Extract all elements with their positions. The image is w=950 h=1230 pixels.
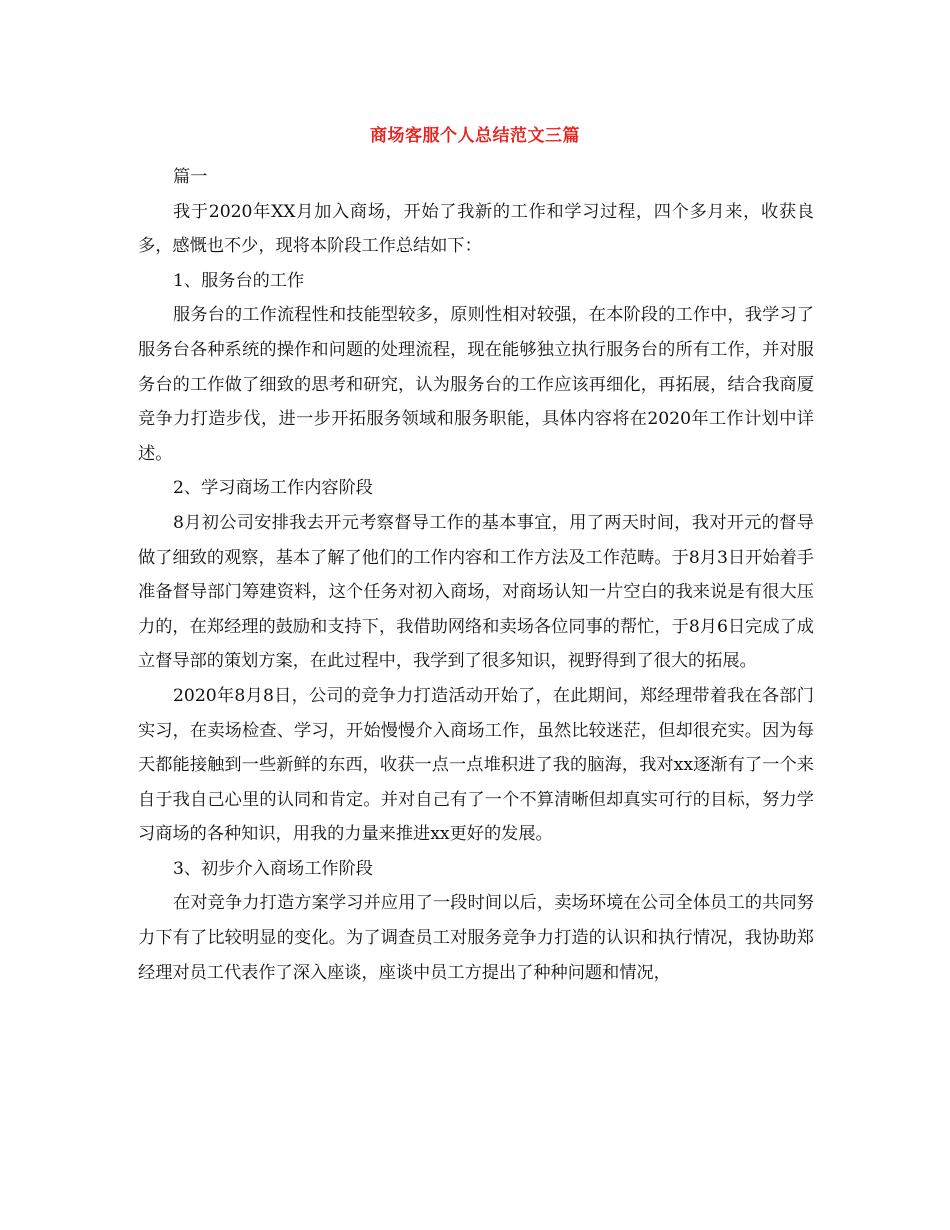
document-body <box>138 160 814 990</box>
body-paragraph: 在对竞争力打造方案学习并应用了一段时间以后，卖场环境在公司全体员工的共同努力下有了比较明显的变化。为了调查员工对服务竞争力打造的认识和执行情况，我协助郑经理对员工代表作了深入座谈，座谈中员工方提出了种种问题和情况， <box>138 893 814 983</box>
section-heading-service-desk: 1、服务台的工作 <box>173 270 305 291</box>
document-title: 商场客服个人总结范文三篇 <box>370 126 580 146</box>
body-paragraph: 我于2020年XX月加入商场，开始了我新的工作和学习过程，四个多月来，收获良多，感慨也不少，现将本阶段工作总结如下： <box>138 201 814 257</box>
body-paragraph: 8月初公司安排我去开元考察督导工作的基本事宜，用了两天时间，我对开元的督导做了细致的观察，基本了解了他们的工作内容和工作方法及工作范畴。于8月3日开始着手准备督导部门筹建资料，这个任务对初入商场，对商场认知一片空白的我来说是有很大压力的，在郑经理的鼓励和支持下，我借助网络和卖场各位同事的帮忙，于8月6日完成了成立督导部的策划方案，在此过程中，我学到了很多知识，视野得到了很大的拓展。 <box>138 512 814 672</box>
section-heading-part-one: 篇一 <box>173 167 208 187</box>
body-paragraph: 服务台的工作流程性和技能型较多，原则性相对较强，在本阶段的工作中，我学习了服务台各种系统的操作和问题的处理流程，现在能够独立执行服务台的所有工作，并对服务台的工作做了细致的思考和研究，认为服务台的工作应该再细化，再拓展，结合我商厦竞争力打造步伐，进一步开拓服务领域和服务职能，具体内容将在2020年工作计划中详述。 <box>138 305 814 464</box>
section-heading-initial-involvement: 3、初步介入商场工作阶段 <box>173 858 373 879</box>
body-paragraph: 2020年8月8日，公司的竞争力打造活动开始了，在此期间，郑经理带着我在各部门实习，在卖场检查、学习，开始慢慢介入商场工作，虽然比较迷茫，但却很充实。因为每天都能接触到一些新鲜的东西，收获一点一点堆积进了我的脑海，我对xx逐渐有了一个来自于我自己心里的认同和肯定。并对自己有了一个不算清晰但却真实可行的目标，努力学习商场的各种知识，用我的力量来推进xx更好的发展。 <box>138 685 814 845</box>
section-heading-learning-stage: 2、学习商场工作内容阶段 <box>173 478 373 499</box>
